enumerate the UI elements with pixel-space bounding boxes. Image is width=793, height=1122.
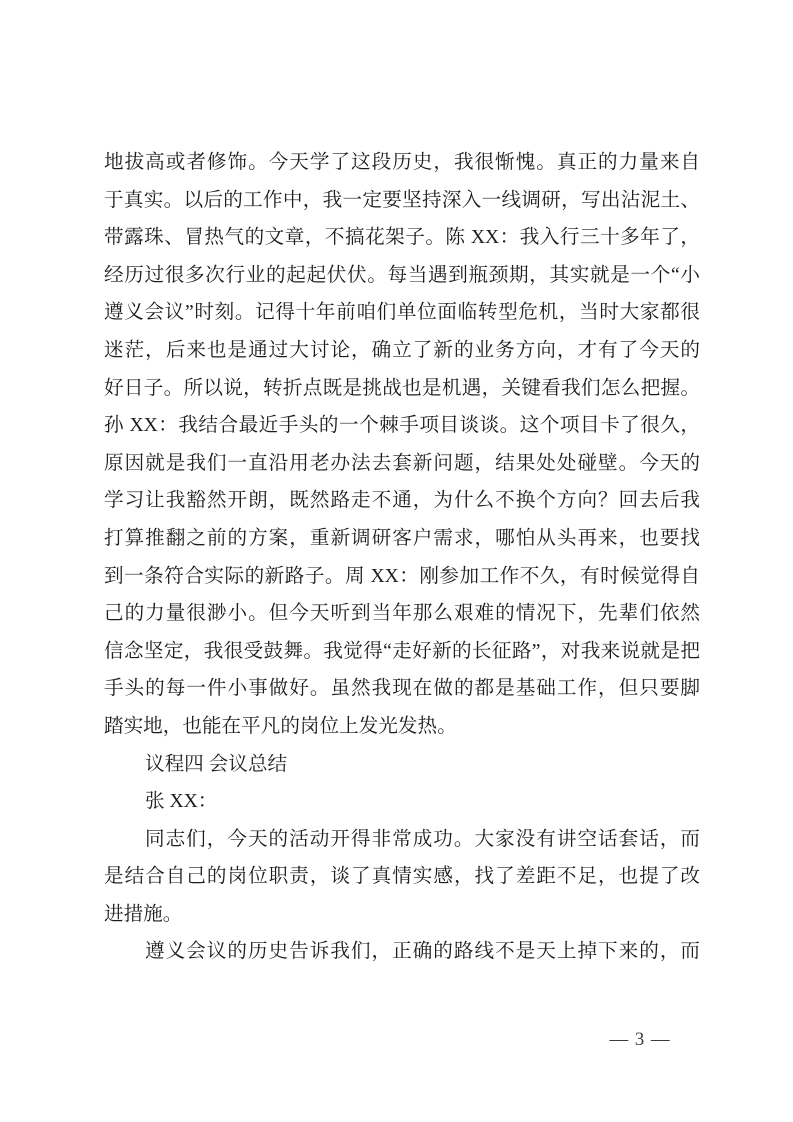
text-line: 孙 XX：我结合最近手头的一个棘手项目谈谈。这个项目卡了很久， — [104, 415, 700, 437]
text-line: 是结合自己的岗位职责，谈了真情实感，找了差距不足，也提了改 — [104, 866, 700, 888]
text-line: 迷茫，后来也是通过大讨论，确立了新的业务方向，才有了今天的 — [104, 339, 700, 361]
text-line: 进措施。 — [104, 903, 183, 925]
text-line: 地拔高或者修饰。今天学了这段历史，我很惭愧。真正的力量来自 — [104, 152, 700, 173]
text-line: 同志们，今天的活动开得非常成功。大家没有讲空话套话，而 — [145, 828, 700, 850]
text-line: 踏实地，也能在平凡的岗位上发光发热。 — [104, 715, 457, 737]
page-number: — 3 — — [609, 1029, 671, 1050]
text-line: 到一条符合实际的新路子。周 XX：刚参加工作不久，有时候觉得自 — [104, 565, 700, 587]
text-line: 打算推翻之前的方案，重新调研客户需求，哪怕从头再来，也要找 — [104, 527, 700, 549]
text-line: 遵义会议的历史告诉我们，正确的路线不是天上掉下来的，而 — [145, 941, 700, 963]
document-text — [104, 144, 700, 971]
text-line: 于真实。以后的工作中，我一定要坚持深入一线调研，写出沾泥土、 — [104, 189, 700, 211]
text-line: 己的力量很渺小。但今天听到当年那么艰难的情况下，先辈们依然 — [104, 603, 700, 625]
text-line: 原因就是我们一直沿用老办法去套新问题，结果处处碰壁。今天的 — [104, 452, 700, 474]
text-line: 遵义会议”时刻。记得十年前咱们单位面临转型危机，当时大家都很 — [104, 302, 700, 324]
text-line: 经历过很多次行业的起起伏伏。每当遇到瓶颈期，其实就是一个“小 — [104, 264, 700, 286]
text-line: 带露珠、冒热气的文章，不搞花架子。陈 XX：我入行三十多年了， — [104, 227, 700, 249]
text-line: 张 XX： — [145, 791, 218, 813]
text-line: 议程四 会议总结 — [145, 753, 288, 775]
text-line: 信念坚定，我很受鼓舞。我觉得“走好新的长征路”，对我来说就是把 — [104, 640, 700, 662]
text-line: 好日子。所以说，转折点既是挑战也是机遇，关键看我们怎么把握。 — [104, 377, 700, 399]
text-line: 学习让我豁然开朗，既然路走不通，为什么不换个方向？回去后我 — [104, 490, 700, 512]
text-line: 手头的每一件小事做好。虽然我现在做的都是基础工作，但只要脚 — [104, 678, 700, 700]
